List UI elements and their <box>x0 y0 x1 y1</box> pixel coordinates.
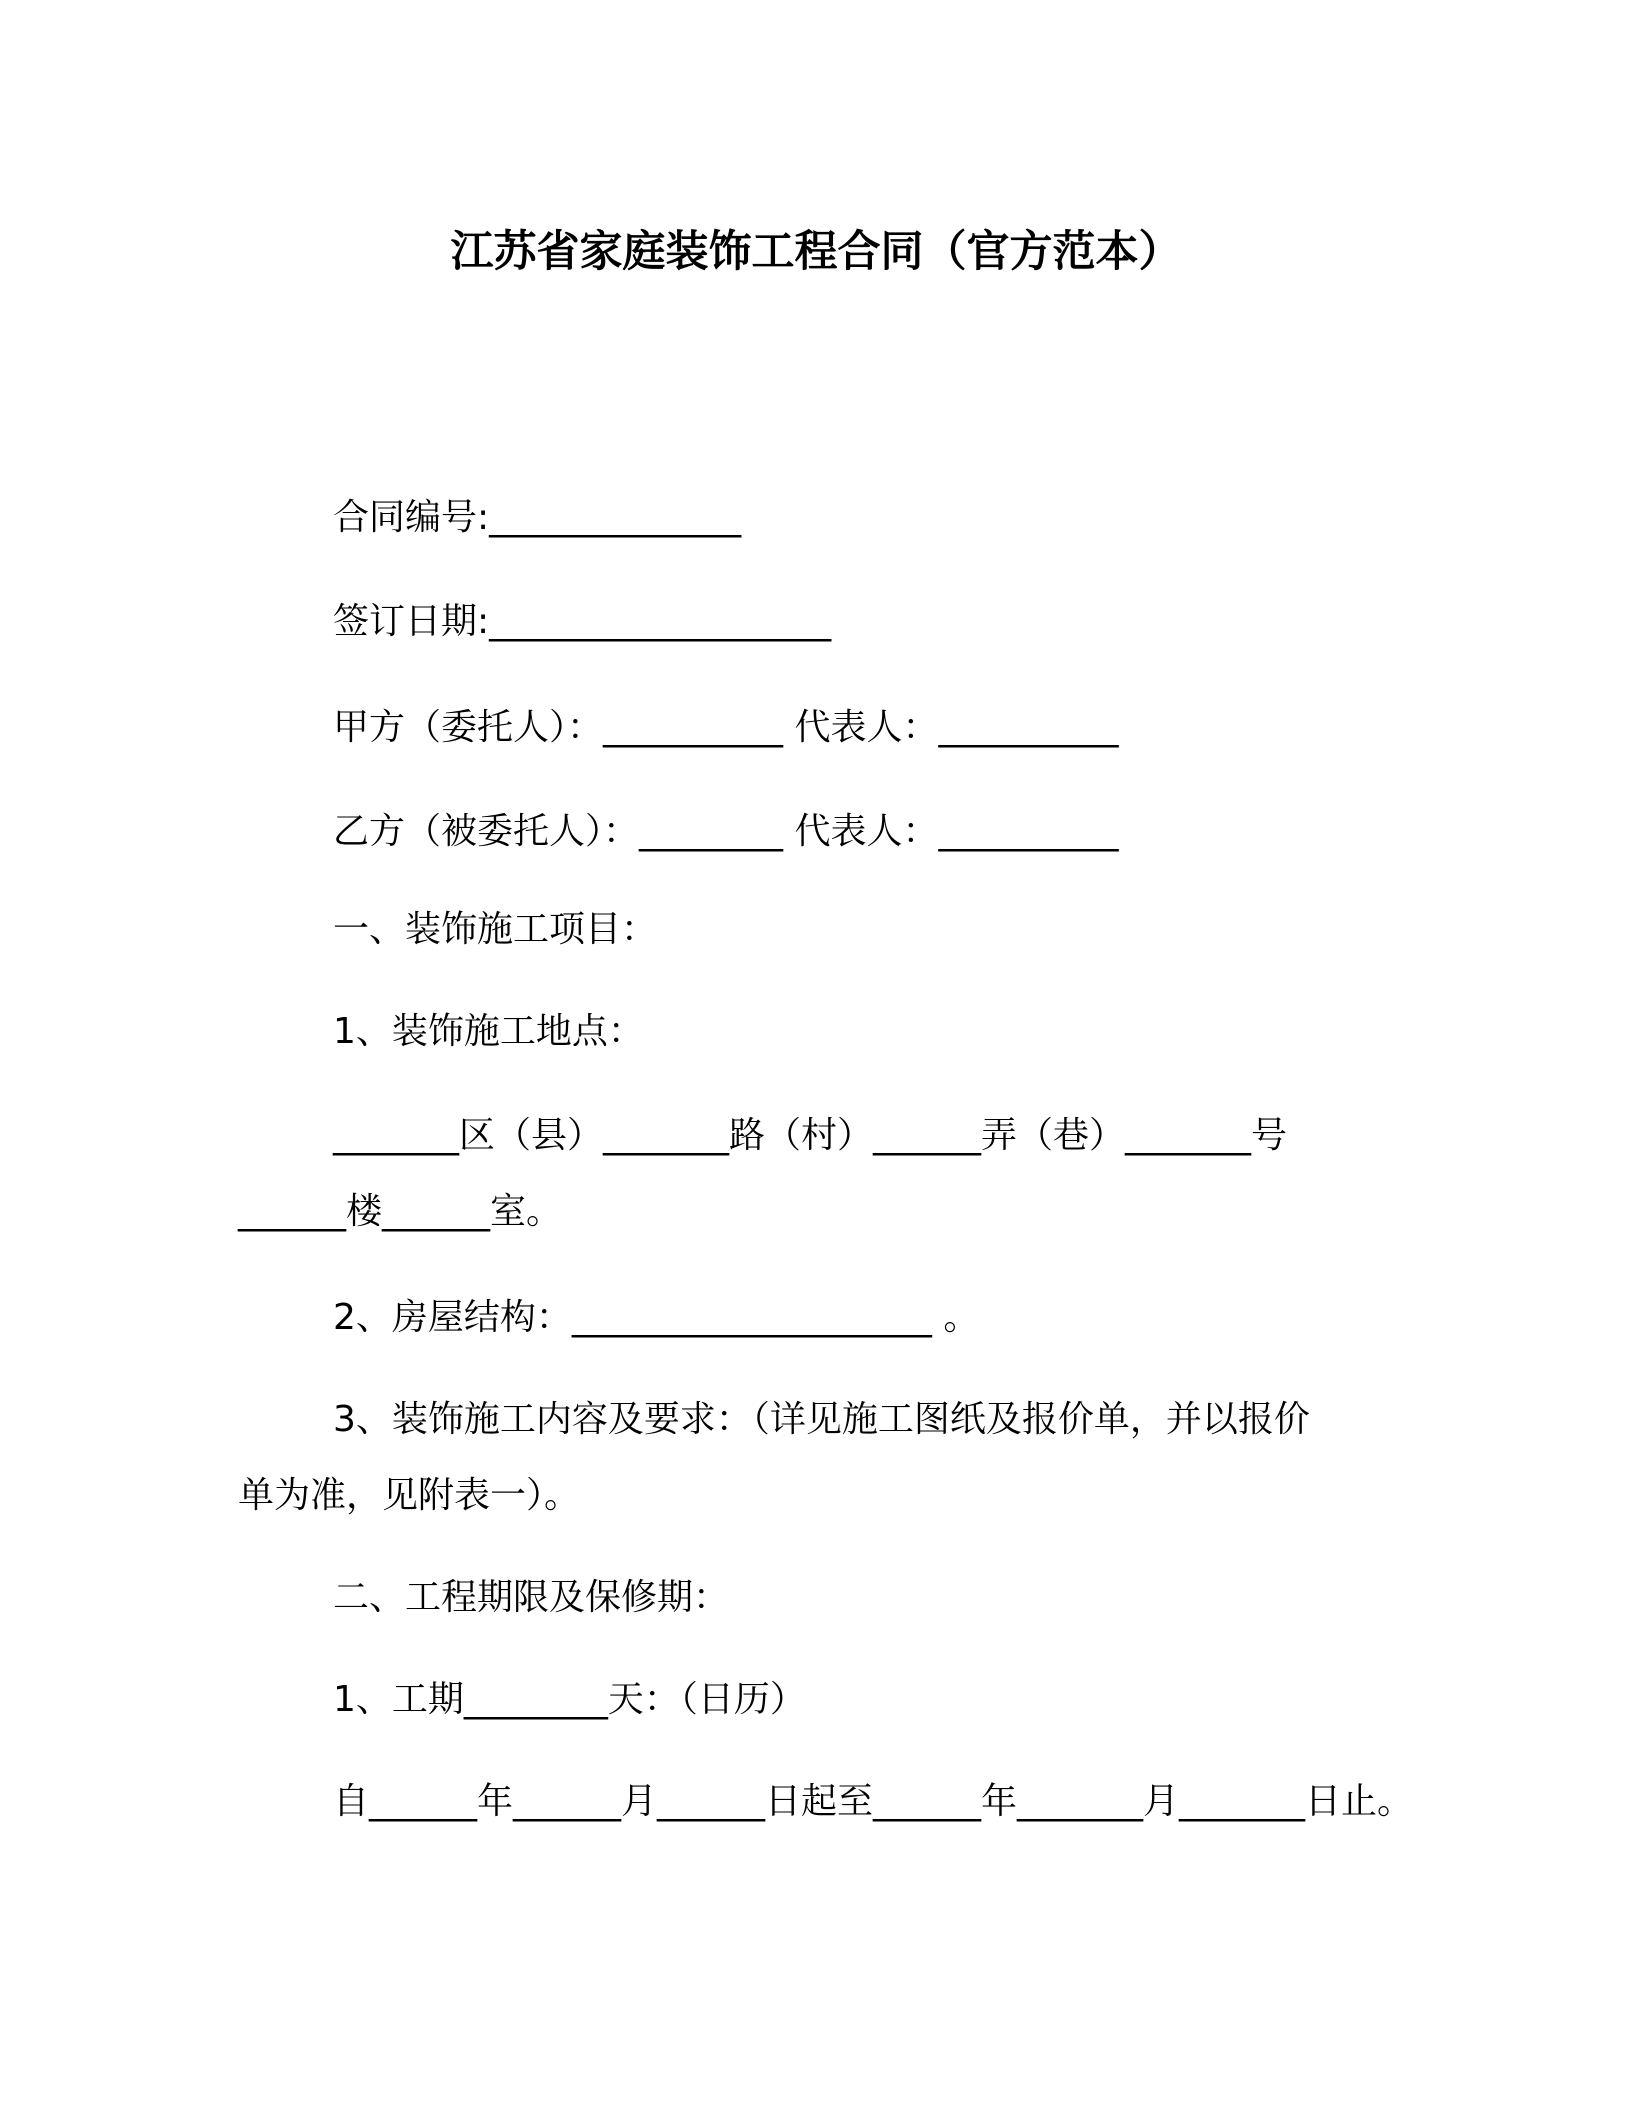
item-construction-location: 1、装饰施工地点： <box>333 1011 644 1052</box>
item-duration: 1、工期________天：（日历） <box>333 1679 806 1720</box>
item-house-structure: 2、房屋结构：____________________ 。 <box>333 1297 980 1338</box>
document-title: 江苏省家庭装饰工程合同（官方范本） <box>450 227 1182 277</box>
contract-number-line: 合同编号:______________ <box>333 497 742 538</box>
item-content-requirements-cont: 单为准，见附表一）。 <box>238 1475 581 1516</box>
date-range-line: 自______年______月______日起至______年_______月_______日止。 <box>333 1781 1414 1822</box>
section-heading-1: 一、装饰施工项目： <box>333 909 658 950</box>
signing-date-line: 签订日期:___________________ <box>333 601 832 642</box>
party-b-line: 乙方（被委托人）：________ 代表人：__________ <box>333 811 1119 852</box>
address-line-1: _______区（县）_______路（村）______弄（巷）_______号 <box>333 1115 1288 1156</box>
address-line-2: ______楼______室。 <box>238 1191 563 1232</box>
item-content-requirements: 3、装饰施工内容及要求：（详见施工图纸及报价单，并以报价 <box>333 1399 1310 1440</box>
party-a-line: 甲方（委托人）：__________ 代表人：__________ <box>333 707 1119 748</box>
section-heading-2: 二、工程期限及保修期： <box>333 1577 730 1618</box>
